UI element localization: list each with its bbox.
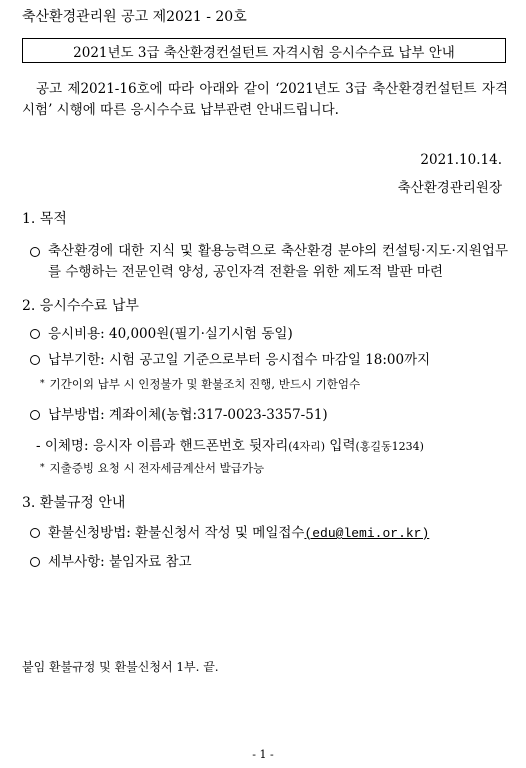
circle-bullet-icon: [30, 355, 40, 365]
transfer-instruction: [36, 434, 424, 454]
transfer-example: (홍길동1234): [355, 440, 424, 453]
refund-method-text: 환불신청방법: 환불신청서 작성 및 메일접수: [48, 525, 305, 541]
deadline-note-text: 기간이외 납부 시 인정불가 및 환불조치 진행, 반드시 기한엄수: [49, 377, 361, 391]
refund-method-item: [30, 523, 429, 544]
fee-text: 응시비용: 40,000원(필기·실기시험 동일): [48, 326, 293, 342]
asterisk-icon: *: [40, 379, 45, 389]
asterisk-icon: *: [40, 463, 45, 473]
method-item: [30, 405, 328, 426]
page-number: - 1 -: [252, 748, 274, 761]
receipt-note-text: 지출증빙 요청 시 전자세금계산서 발급가능: [49, 461, 265, 475]
circle-bullet-icon: [30, 329, 40, 339]
refund-email-link[interactable]: (edu@lemi.or.kr): [304, 526, 430, 541]
receipt-note: [40, 460, 264, 476]
section-2-heading: 2. 응시수수료 납부: [22, 298, 139, 314]
details-text: 세부사항: 붙임자료 참고: [48, 554, 192, 570]
attachment-line: 붙임 환불규정 및 환불신청서 1부. 끝.: [22, 660, 219, 674]
deadline-item: [30, 350, 430, 371]
method-text: 납부방법: 계좌이체(농협:317-0023-3357-51): [48, 407, 328, 423]
deadline-note: [40, 376, 360, 392]
fee-item: [30, 324, 293, 345]
document-title: 2021년도 3급 축산환경컨설턴트 자격시험 응시수수료 납부 안내: [73, 44, 455, 61]
circle-bullet-icon: [30, 410, 40, 420]
circle-bullet-icon: [30, 557, 40, 567]
transfer-label: - 이체명: 응시자 이름과 핸드폰번호 뒷자리: [36, 438, 289, 454]
circle-bullet-icon: [30, 528, 40, 538]
purpose-text: 축산환경에 대한 지식 및 활용능력으로 축산환경 분야의 컨설팅·지도·지원업무를 수행하는 전문인력 양성, 공인자격 전환을 위한 제도적 발판 마련: [48, 243, 508, 280]
deadline-text: 납부기한: 시험 공고일 기준으로부터 응시접수 마감일 18:00까지: [48, 352, 431, 368]
intro-paragraph: 공고 제2021-16호에 따라 아래와 같이 ‘2021년도 3급 축산환경컨설턴트 자격시험’ 시행에 따른 응시수수료 납부관련 안내드립니다.: [22, 81, 508, 118]
issuer-name: 축산환경관리원장: [397, 180, 502, 196]
notice-number: 축산환경관리원 공고 제2021 - 20호: [22, 9, 247, 25]
circle-bullet-icon: [30, 247, 40, 257]
section-3-heading: 3. 환불규정 안내: [22, 495, 126, 511]
issue-date: 2021.10.14.: [420, 152, 502, 168]
section-1-heading: 1. 목적: [22, 211, 67, 227]
transfer-input: 입력: [325, 438, 356, 454]
transfer-digits: (4자리): [288, 440, 326, 453]
details-item: [30, 552, 192, 573]
title-box: [22, 38, 506, 63]
